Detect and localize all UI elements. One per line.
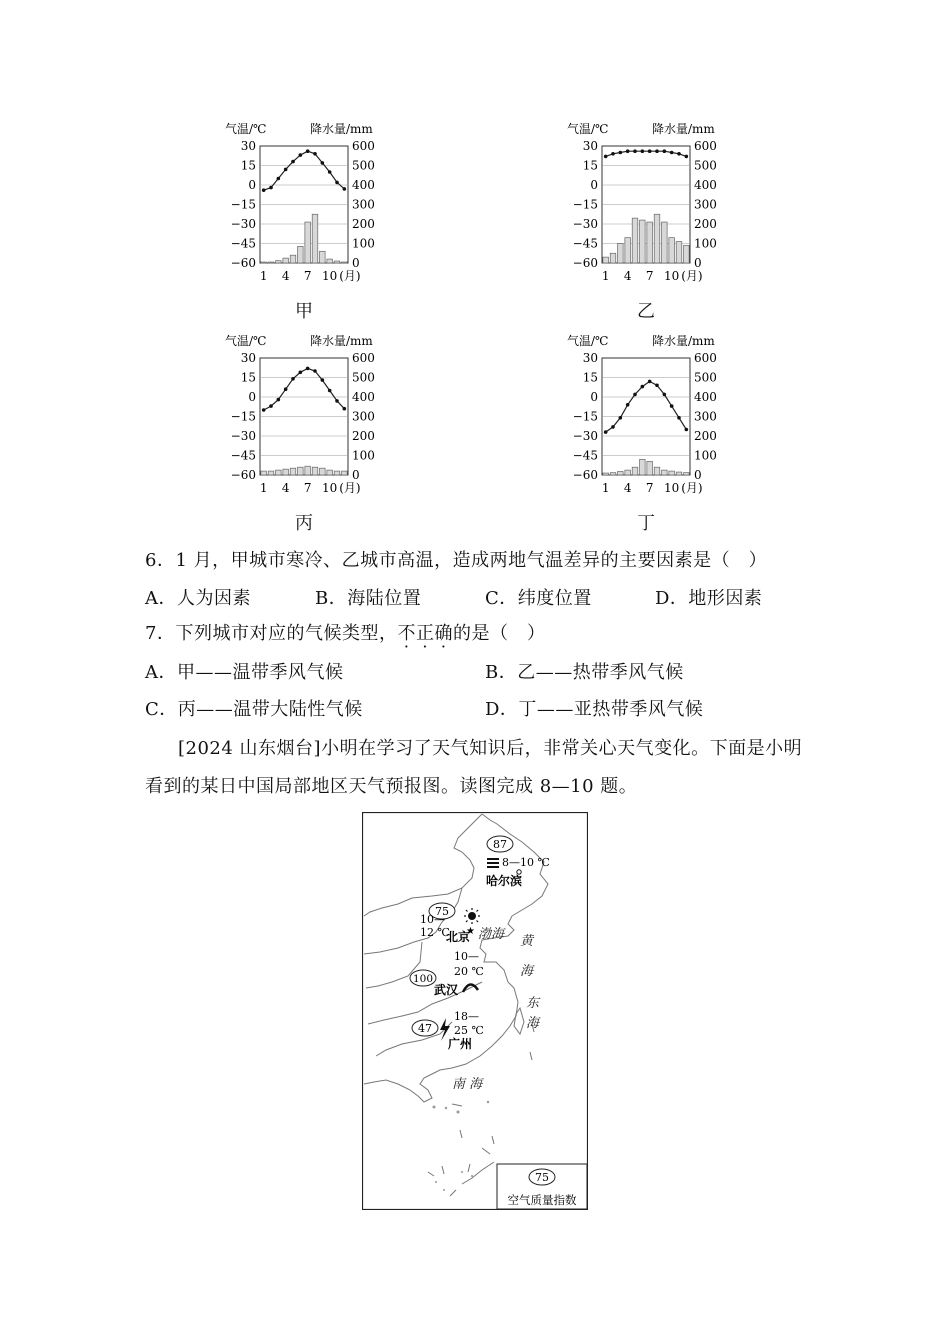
temp-tick-label: −30 <box>230 217 256 231</box>
precip-tick-label: 500 <box>352 370 375 385</box>
emphasis-char: 确 <box>434 623 453 644</box>
month-unit-label: (月) <box>339 481 361 495</box>
precip-tick-label: 200 <box>694 217 717 231</box>
temp-point <box>277 398 281 402</box>
temp-wuhan-line2: 20 ℃ <box>454 965 484 978</box>
temp-tick-label: 0 <box>248 390 256 404</box>
temp-point <box>633 149 637 153</box>
weather-map-svg <box>362 812 588 1210</box>
temp-tick-label: −30 <box>572 217 598 231</box>
precip-bar <box>662 470 668 475</box>
precip-tick-label: 300 <box>694 409 717 424</box>
precip-tick-label: 300 <box>352 197 375 212</box>
sea-label-nanhai: 南 海 <box>452 1077 483 1092</box>
temp-point <box>641 149 645 153</box>
temp-point <box>321 378 325 382</box>
aqi-value-guangzhou: 47 <box>418 1022 432 1035</box>
precip-bar <box>669 471 675 475</box>
precip-bar <box>327 259 333 263</box>
precip-bar <box>625 470 631 475</box>
precip-bar <box>312 467 318 475</box>
month-tick-label: 10 <box>322 481 338 495</box>
precip-bar <box>334 261 340 263</box>
emphasis-char: 正 <box>415 623 435 644</box>
temp-point <box>685 428 689 432</box>
chart-yi <box>557 115 717 299</box>
temp-point <box>677 416 681 420</box>
precip-bar <box>632 218 638 263</box>
month-tick-label: 10 <box>664 269 680 283</box>
precip-tick-label: 600 <box>352 351 375 365</box>
month-tick-label: 10 <box>664 481 680 495</box>
precip-bar <box>268 471 274 475</box>
precip-bar <box>290 468 296 475</box>
precip-bar <box>261 262 267 263</box>
temp-tick-label: 30 <box>582 139 598 153</box>
legend-label: 空气质量指数 <box>507 1193 577 1207</box>
temp-point <box>328 389 332 393</box>
chart-caption-ding: 丁 <box>637 513 655 534</box>
temp-point <box>313 369 317 373</box>
precip-tick-label: 200 <box>352 217 375 231</box>
temp-axis-label: 气温/℃ <box>225 334 267 348</box>
temp-point <box>619 416 623 420</box>
temp-tick-label: −30 <box>572 429 598 443</box>
temp-point <box>284 168 288 172</box>
aqi-value-wuhan: 100 <box>412 973 434 985</box>
temp-tick-label: −60 <box>230 256 256 270</box>
temp-tick-label: −15 <box>572 409 598 424</box>
temp-point <box>343 407 347 411</box>
city-name-guangzhou: 广州 <box>448 1037 473 1051</box>
precip-bar <box>312 214 318 263</box>
month-tick-label: 1 <box>601 269 610 283</box>
temp-point <box>269 186 273 190</box>
month-tick-label: 4 <box>623 481 632 495</box>
precip-tick-label: 500 <box>352 158 375 173</box>
chart-bing <box>215 327 375 511</box>
legend-aqi-value: 75 <box>535 1171 549 1184</box>
precip-bar <box>640 220 646 263</box>
question-6-stem: 6．1 月，甲城市寒冷、乙城市高温，造成两地气温差异的主要因素是（ ） <box>145 550 768 571</box>
sea-label-huang: 黄 <box>520 934 534 949</box>
precip-tick-label: 100 <box>352 448 375 463</box>
intro-line-2: 看到的某日中国局部地区天气预报图。读图完成 8—10 题。 <box>145 776 638 797</box>
aqi-value-harbin: 87 <box>493 838 507 851</box>
temp-point <box>611 152 615 156</box>
precip-tick-label: 500 <box>694 158 717 173</box>
precip-bar <box>342 262 348 263</box>
precip-tick-label: 100 <box>694 448 717 463</box>
month-tick-label: 1 <box>259 269 268 283</box>
precip-bar <box>618 471 624 475</box>
temp-line <box>264 368 345 410</box>
temp-line <box>606 381 687 432</box>
temp-tick-label: 30 <box>582 351 598 365</box>
question-6-option-a: A．人为因素 <box>145 588 251 609</box>
temp-point <box>670 404 674 408</box>
temp-point <box>306 149 310 153</box>
temp-axis-label: 气温/℃ <box>567 334 609 348</box>
temp-tick-label: −60 <box>230 468 256 482</box>
precip-bar <box>610 253 616 263</box>
question-6-option-b: B．海陆位置 <box>315 588 422 609</box>
precip-bar <box>276 261 282 263</box>
temp-point <box>277 177 281 181</box>
temp-tick-label: 30 <box>240 351 256 365</box>
precip-bar <box>342 471 348 475</box>
temp-beijing-line1: 10— <box>420 913 445 926</box>
precip-bar <box>276 470 282 475</box>
temp-wuhan-line1: 10— <box>454 950 479 963</box>
temp-point <box>335 181 339 185</box>
climate-chart-yi <box>557 115 717 295</box>
precip-bar <box>654 467 660 475</box>
precip-bar <box>662 222 668 263</box>
precip-bar <box>298 246 304 263</box>
temp-harbin: 8—10 ℃ <box>502 856 550 869</box>
question-7-stem-after: 的是（ ） <box>452 623 546 644</box>
precip-tick-label: 200 <box>694 429 717 443</box>
temp-point <box>655 384 659 388</box>
temp-point <box>604 155 608 159</box>
precip-bar <box>305 466 311 475</box>
temp-guangzhou-line1: 18— <box>454 1010 479 1023</box>
precip-tick-label: 200 <box>352 429 375 443</box>
city-name-harbin: 哈尔滨 <box>486 874 523 888</box>
question-7-option-a: A．甲——温带季风气候 <box>145 662 344 683</box>
precip-bar <box>610 473 616 475</box>
temp-point <box>321 161 325 165</box>
city-name-beijing: 北京 <box>446 930 471 944</box>
precip-bar <box>640 459 646 475</box>
precip-bar <box>603 473 609 475</box>
precip-bar <box>320 251 326 263</box>
month-unit-label: (月) <box>339 269 361 283</box>
precip-tick-label: 600 <box>694 351 717 365</box>
temp-point <box>299 153 303 157</box>
temp-tick-label: 15 <box>582 370 598 385</box>
temp-point <box>619 151 623 155</box>
precip-bar <box>684 245 690 263</box>
precip-tick-label: 600 <box>694 139 717 153</box>
precip-bar <box>669 238 675 263</box>
precip-tick-label: 0 <box>352 256 360 270</box>
precip-bar <box>625 238 631 263</box>
temp-point <box>335 399 339 403</box>
aqi-value-beijing: 75 <box>435 905 449 918</box>
temp-tick-label: −15 <box>230 197 256 212</box>
sea-label-bohai: 渤海 <box>478 927 505 942</box>
month-tick-label: 4 <box>623 269 632 283</box>
temp-tick-label: −45 <box>572 448 598 463</box>
temp-tick-label: 15 <box>582 158 598 173</box>
precip-tick-label: 500 <box>694 370 717 385</box>
emphasis-char: 不 <box>397 623 416 644</box>
temp-tick-label: −45 <box>230 448 256 463</box>
temp-point <box>677 152 681 156</box>
month-tick-label: 4 <box>281 269 290 283</box>
temp-line <box>606 151 687 156</box>
weather-map <box>362 812 588 1210</box>
temp-line <box>264 151 345 190</box>
temp-tick-label: 0 <box>590 390 598 404</box>
precip-bar <box>654 214 660 263</box>
month-tick-label: 7 <box>303 481 312 495</box>
temp-point <box>655 149 659 153</box>
month-tick-label: 1 <box>259 481 268 495</box>
month-tick-label: 10 <box>322 269 338 283</box>
temp-point <box>648 149 652 153</box>
question-6-option-d: D．地形因素 <box>655 588 763 609</box>
climate-chart-jia <box>215 115 375 295</box>
temp-tick-label: −45 <box>230 236 256 251</box>
precip-tick-label: 400 <box>694 390 717 404</box>
precip-bar <box>632 467 638 475</box>
city-name-wuhan: 武汉 <box>434 983 459 997</box>
temp-tick-label: −60 <box>572 256 598 270</box>
question-7-stem <box>145 619 545 645</box>
precip-bar <box>603 257 609 263</box>
intro-line-1: [2024 山东烟台]小明在学习了天气知识后，非常关心天气变化。下面是小明 <box>178 738 803 759</box>
temp-tick-label: 0 <box>248 178 256 192</box>
temp-tick-label: −45 <box>572 236 598 251</box>
month-tick-label: 7 <box>645 269 654 283</box>
precip-tick-label: 0 <box>694 468 702 482</box>
temp-tick-label: −60 <box>572 468 598 482</box>
chart-jia <box>215 115 375 299</box>
temp-point <box>328 170 332 174</box>
temp-axis-label: 气温/℃ <box>567 122 609 136</box>
month-tick-label: 1 <box>601 481 610 495</box>
precip-bar <box>290 255 296 263</box>
precip-bar <box>305 222 311 263</box>
precip-bar <box>334 471 340 475</box>
precip-axis-label: 降水量/mm <box>652 122 715 136</box>
precip-tick-label: 100 <box>694 236 717 251</box>
precip-bar <box>647 461 653 475</box>
precip-tick-label: 400 <box>352 178 375 192</box>
sea-label-hai-2: 海 <box>526 1016 540 1031</box>
precip-axis-label: 降水量/mm <box>310 334 373 348</box>
question-6-option-c: C．纬度位置 <box>485 588 592 609</box>
precip-tick-label: 300 <box>694 197 717 212</box>
temp-point <box>262 188 266 192</box>
precip-tick-label: 400 <box>352 390 375 404</box>
temp-point <box>284 387 288 391</box>
month-unit-label: (月) <box>681 481 703 495</box>
precip-tick-label: 0 <box>352 468 360 482</box>
temp-point <box>291 377 295 381</box>
precip-bar <box>647 222 653 263</box>
temp-guangzhou-line2: 25 ℃ <box>454 1024 484 1037</box>
temp-point <box>663 149 667 153</box>
precip-bar <box>320 468 326 475</box>
precip-tick-label: 300 <box>352 409 375 424</box>
month-tick-label: 7 <box>303 269 312 283</box>
temp-point <box>663 393 667 397</box>
temp-tick-label: 30 <box>240 139 256 153</box>
temp-point <box>611 425 615 429</box>
sea-label-dong: 东 <box>526 996 540 1011</box>
temp-point <box>626 403 630 407</box>
month-tick-label: 4 <box>281 481 290 495</box>
temp-tick-label: 15 <box>240 370 256 385</box>
temp-point <box>626 149 630 153</box>
precip-tick-label: 600 <box>352 139 375 153</box>
precip-bar <box>618 244 624 264</box>
temp-point <box>343 187 347 191</box>
temp-point <box>291 160 295 164</box>
precip-bar <box>268 262 274 263</box>
chart-caption-jia: 甲 <box>295 301 313 322</box>
chart-caption-bing: 丙 <box>295 513 313 534</box>
sea-label-hai: 海 <box>520 964 534 979</box>
precip-tick-label: 0 <box>694 256 702 270</box>
precip-tick-label: 100 <box>352 236 375 251</box>
temp-point <box>269 404 273 408</box>
precip-bar <box>684 473 690 475</box>
precip-bar <box>676 242 682 263</box>
temp-beijing-line2: 12 ℃ <box>420 926 450 939</box>
precip-bar <box>283 469 289 475</box>
climate-chart-ding <box>557 327 717 507</box>
question-7-option-c: C．丙——温带大陆性气候 <box>145 699 363 720</box>
temp-tick-label: −30 <box>230 429 256 443</box>
capital-star-icon: ★ <box>466 926 475 937</box>
question-7-stem-before: 7．下列城市对应的气候类型， <box>145 623 398 644</box>
precip-bar <box>283 258 289 263</box>
precip-axis-label: 降水量/mm <box>652 334 715 348</box>
temp-tick-label: 15 <box>240 158 256 173</box>
temp-point <box>313 152 317 156</box>
precip-bar <box>327 470 333 475</box>
chart-caption-yi: 乙 <box>637 301 655 322</box>
temp-point <box>633 393 637 397</box>
month-unit-label: (月) <box>681 269 703 283</box>
temp-tick-label: −15 <box>230 409 256 424</box>
question-7-option-b: B．乙——热带季风气候 <box>485 662 684 683</box>
precip-bar <box>676 472 682 475</box>
temp-point <box>262 408 266 412</box>
month-tick-label: 7 <box>645 481 654 495</box>
temp-point <box>306 367 310 371</box>
temp-tick-label: 0 <box>590 178 598 192</box>
temp-point <box>648 380 652 384</box>
precip-bar <box>261 471 267 475</box>
temp-point <box>670 151 674 155</box>
precip-axis-label: 降水量/mm <box>310 122 373 136</box>
temp-point <box>604 430 608 434</box>
precip-bar <box>298 467 304 475</box>
question-7-option-d: D．丁——亚热带季风气候 <box>485 699 704 720</box>
temp-point <box>299 371 303 375</box>
precip-tick-label: 400 <box>694 178 717 192</box>
temp-point <box>641 385 645 389</box>
chart-ding <box>557 327 717 511</box>
temp-tick-label: −15 <box>572 197 598 212</box>
temp-axis-label: 气温/℃ <box>225 122 267 136</box>
temp-point <box>685 155 689 159</box>
climate-chart-bing <box>215 327 375 507</box>
